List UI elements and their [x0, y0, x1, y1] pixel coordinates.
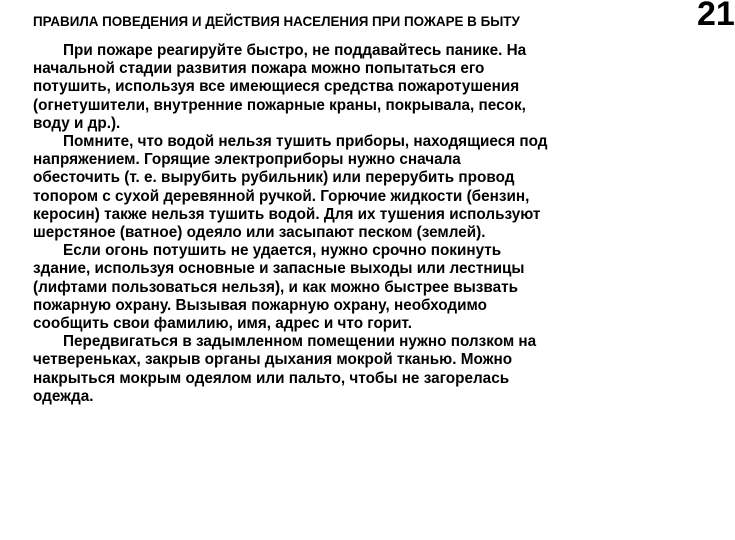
slide-title: ПРАВИЛА ПОВЕДЕНИЯ И ДЕЙСТВИЯ НАСЕЛЕНИЯ ПРИ ПОЖАРЕ В БЫТУ [33, 14, 520, 29]
paragraph-evacuate: Если огонь потушить не удается, нужно срочно покинуть здание, используя основные и запасные выходы или лестницы (лифтами пользоваться нельзя), и как можно быстрее вызвать пожарную охрану. Вызывая пожарную охрану, необходимо сообщить свои фамилию, имя, адрес и что горит. [33, 242, 525, 333]
paragraph-react-quickly: При пожаре реагируйте быстро, не поддавайтесь панике. На начальной стадии развития пожара можно попытаться его потушить, используя все имеющиеся средства пожаротушения (огнетушители, внутренние пожарные краны, покрывала, песок, воду и др.). [33, 42, 527, 132]
paragraph-smoke-movement: Передвигаться в задымленном помещении нужно ползком на четвереньках, закрыв органы дыхания мокрой тканью. Можно накрыться мокрым одеялом или пальто, чтобы не загорелась одежда. [33, 333, 537, 405]
paragraph-electrical-fire: Помните, что водой нельзя тушить приборы, находящиеся под напряжением. Горящие электроприборы нужно сначала обесточить (т. е. вырубить рубильник) или перерубить провод топором с сухой деревянной ручкой. Горючие жидкости (бензин, керосин) также нельзя тушить водой. Для их тушения используют шерстяное (ватное) одеяло или засыпают песком (землей). [33, 133, 548, 242]
slide-number: 21 [697, 0, 735, 33]
slide-body [33, 42, 705, 406]
